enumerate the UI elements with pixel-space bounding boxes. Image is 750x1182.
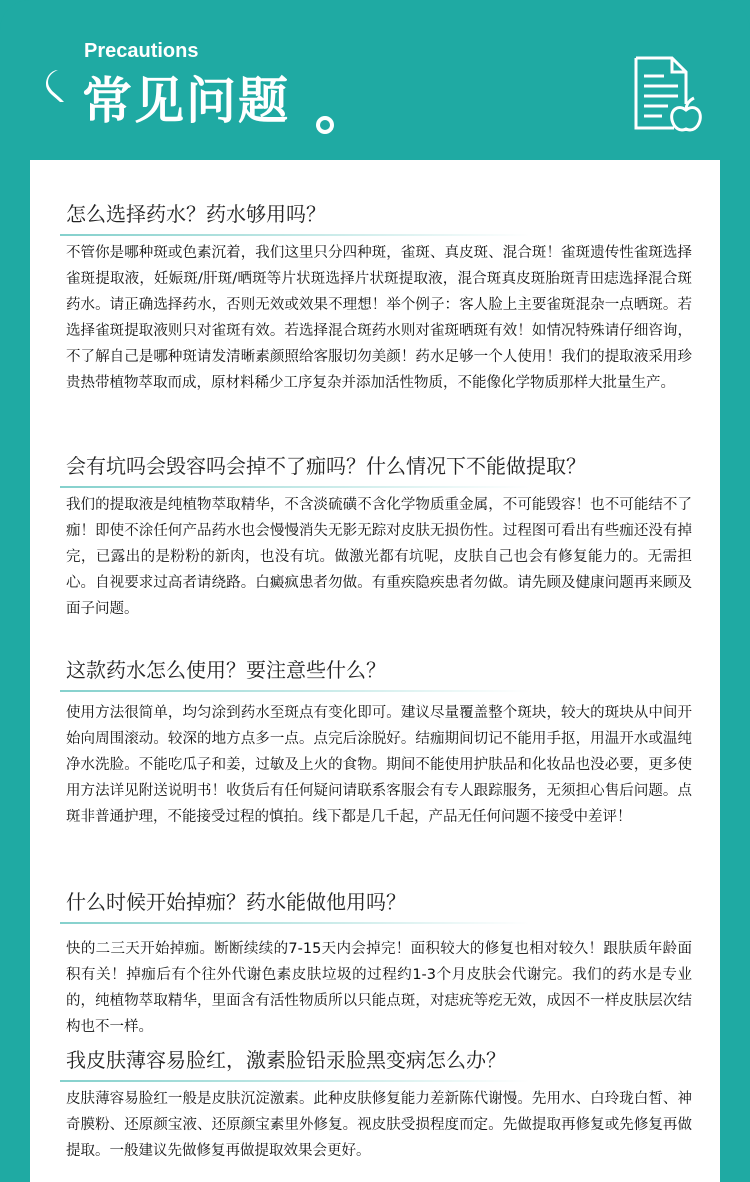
faq-answer-5: 皮肤薄容易脸红一般是皮肤沉淀激素。此种皮肤修复能力差新陈代谢慢。先用水、白玲珑白皙、神奇膜粉、还原颜宝液、还原颜宝素里外修复。视皮肤受损程度而定。先做提取再修复或先修复再做提取。一般建议先做修复再做提取效果会更好。 [66,1091,692,1159]
faq-answer-3: 使用方法很简单，均匀涂到药水至斑点有变化即可。建议尽量覆盖整个斑块，较大的斑块从中间开始向周围滚动。较深的地方点多一点。点完后涂脱好。结痂期间切记不能用手抠，用温开水或温纯净水洗脸。不能吃瓜子和姜，过敏及上火的食物。期间不能使用护肤品和化妆品也没必要，更多使用方法详见附送说明书！收货后有任何疑问请联系客服会有专人跟踪服务，无须担心售后问题。点斑非普通护理，不能接受过程的慎拍。线下都是几千起，产品无任何问题不接受中差评！ [66,705,692,825]
faq-question-5: 我皮肤薄容易脸红，激素脸铅汞脸黑变病怎么办？ [66,1048,506,1072]
faq-divider-1 [60,234,530,236]
faq-divider-2 [60,486,530,488]
faq-question-2: 会有坑吗会毁容吗会掉不了痂吗？什么情况下不能做提取？ [66,454,586,478]
faq-question-3: 这款药水怎么使用？要注意些什么？ [66,658,386,682]
faq-answer-2: 我们的提取液是纯植物萃取精华，不含淡硫磺不含化学物质重金属，不可能毁容！也不可能结不了痂！即使不涂任何产品药水也会慢慢消失无影无踪对皮肤无损伤性。过程图可看出有些痂还没有掉完，已露出的是粉粉的新肉，也没有坑。做激光都有坑呢，皮肤自己也会有修复能力的。无需担心。自视要求过高者请绕路。白癜疯患者勿做。有重疾隐疾患者勿做。请先顾及健康问题再来顾及面子问题。 [66,497,692,617]
header-english-title: Precautions [84,40,199,62]
faq-divider-3 [60,690,530,692]
header-chinese-title: 常见问题 [82,72,290,130]
document-apple-icon [628,54,704,134]
faq-divider-4 [60,922,530,924]
faq-answer-4: 快的二三天开始掉痂。断断续续的7-15天内会掉完！面积较大的修复也相对较久！跟肤质年龄面积有关！掉痂后有个往外代谢色素皮肤垃圾的过程约1-3个月皮肤会代谢完。我们的药水是专业的，纯植物萃取精华，里面含有活性物质所以只能点斑，对痣疣等疙无效，成因不一样皮肤层次结构也不一样。 [66,941,692,1035]
quote-mark-icon [44,68,66,104]
faq-answer-1: 不管你是哪种斑或色素沉着，我们这里只分四种斑，雀斑、真皮斑、混合斑！雀斑遗传性雀斑选择雀斑提取液，妊娠斑/肝斑/晒斑等片状斑选择片状斑提取液，混合斑真皮斑胎斑青田痣选择混合斑药水。请正确选择药水，否则无效或效果不理想！举个例子：客人脸上主要雀斑混杂一点晒斑。若选择雀斑提取液则只对雀斑有效。若选择混合斑药水则对雀斑晒斑有效！如情况特殊请仔细咨询，不了解自己是哪种斑请发清晰素颜照给客服切勿美颜！药水足够一个人使用！我们的提取液采用珍贵热带植物萃取而成，原材料稀少工序复杂并添加活性物质，不能像化学物质那样大批量生产。 [66,245,692,391]
faq-card [30,160,720,1182]
faq-question-1: 怎么选择药水？药水够用吗？ [66,202,326,226]
faq-question-4: 什么时候开始掉痂？药水能做他用吗？ [66,890,406,914]
faq-divider-5 [60,1080,530,1082]
title-dot-icon [316,116,334,134]
